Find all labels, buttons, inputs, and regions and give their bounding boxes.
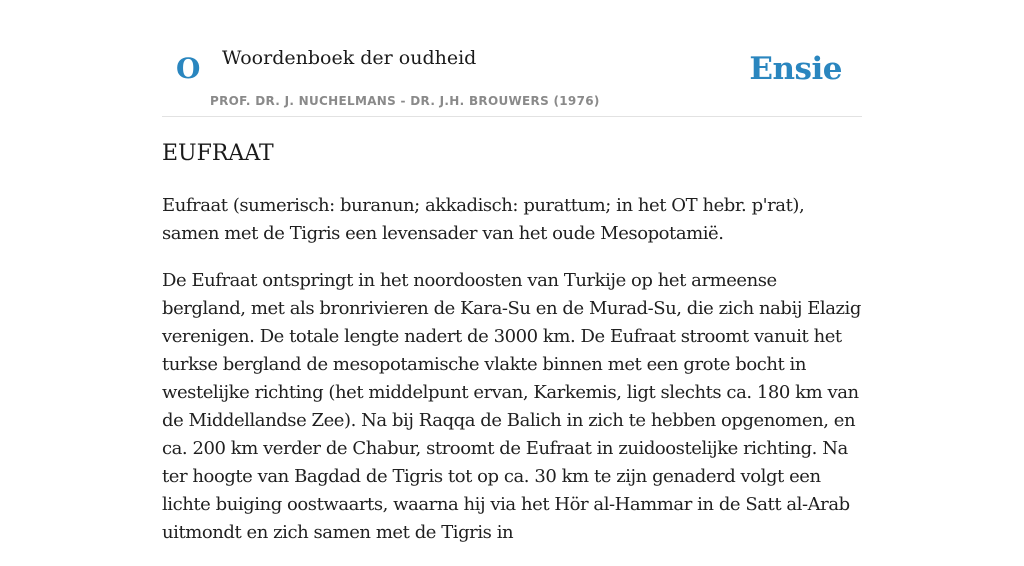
entry-paragraph: Eufraat (sumerisch: buranun; akkadisch: purattum; in het OT hebr. p'rat), samen met de Tigris een levensader van het oude Mesopotamië. [162,195,805,244]
entry-paragraph: De Eufraat ontspringt in het noordoosten van Turkije op het armeense bergland, met als bronrivieren de Kara-Su en de Murad-Su, die zich nabij Elazig verenigen. De totale lengte nadert de 3000 km. De Eufraat stroomt vanuit het turkse bergland de mesopotamische vlakte binnen met een grote bocht in westelijke richting (het middelpunt ervan, Karkemis, ligt slechts ca. 180 km van de Middellandse Zee). Na bij Raqqa de Balich in zich te hebben opgenomen, en ca. 200 km verder de Chabur, stroomt de Eufraat in zuidoostelijke richting. Na ter hoogte van Bagdad de Tigris tot op ca. 30 km te zijn genaderd volgt een lichte buiging oostwaarts, waarna hij via het Hör al-Hammar in de Satt al-Arab uitmondt en zich samen met de Tigris in [162,270,861,543]
ensie-logo[interactable]: Ensie [749,51,842,87]
entry-title: EUFRAAT [162,141,274,166]
header [162,0,862,117]
book-title[interactable]: Woordenboek der oudheid [222,47,477,69]
authors-line: PROF. DR. J. NUCHELMANS - DR. J.H. BROUWERS (1976) [210,94,600,108]
entry-content [162,192,872,566]
letter-index-link[interactable]: O [176,52,201,85]
